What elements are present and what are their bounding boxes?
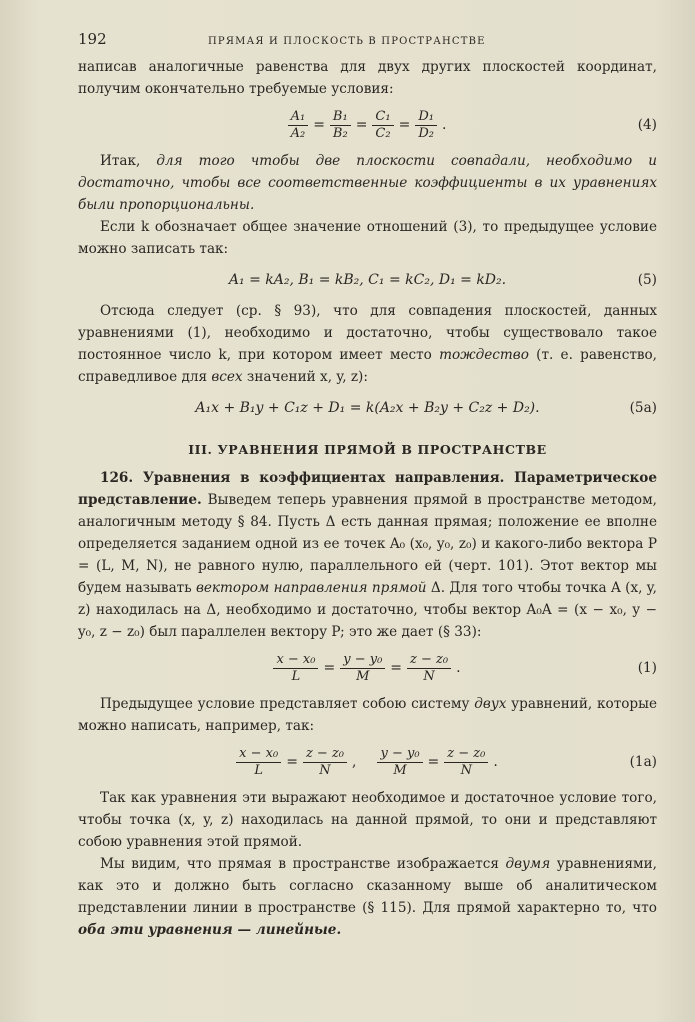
equation-1	[78, 643, 657, 693]
equation-4	[78, 100, 657, 150]
running-title: ПРЯМАЯ И ПЛОСКОСТЬ В ПРОСТРАНСТВЕ	[208, 36, 486, 47]
fraction: $\frac{\text{y − y₀}}{M}$	[377, 746, 422, 779]
paragraph-necessary-condition: Так как уравнения эти выражают необходимое и достаточное условие того, чтобы точка (x, y, z) находилась на данной прямой, то они и представляют собою уравнения этой прямой.	[78, 790, 657, 850]
equation-number: (1)	[637, 660, 657, 676]
fraction: $\frac{\text{D₁}}{\text{D₂}}$	[415, 109, 437, 142]
page-number: 192	[78, 30, 107, 48]
fraction: $\frac{\text{x − x₀}}{L}$	[273, 652, 318, 685]
fraction: $\frac{\text{z − z₀}}{N}$	[407, 652, 451, 685]
fraction: $\frac{\text{x − x₀}}{L}$	[236, 746, 281, 779]
section-heading: III. УРАВНЕНИЯ ПРЯМОЙ В ПРОСТРАНСТВЕ	[188, 442, 547, 457]
fraction: $\frac{\text{B₁}}{\text{B₂}}$	[330, 109, 351, 142]
equation-5-body: A₁ = kA₂, B₁ = kB₂, C₁ = kC₂, D₁ = kD₂.	[228, 272, 507, 288]
paragraph-identity: Отсюда следует (ср. § 93), что для совпадения плоскостей, данных уравнениями (1), необходимо и достаточно, чтобы существовало такое постоянное число k, при котором имеет место тождество (т. е. равенство, справедливое для всех значений x, y, z):	[78, 303, 657, 385]
emphasis-text: всех	[211, 369, 243, 385]
fraction: $\frac{\text{z − z₀}}{N}$	[303, 746, 347, 779]
equation-5a	[78, 388, 657, 428]
running-head	[78, 30, 657, 56]
paragraph-system: Предыдущее условие представляет собою систему двух уравнений, которые можно написать, например, так:	[78, 696, 657, 734]
equation-1a-body: $\frac{\text{x − x₀}}{L}$ = $\frac{\text{z − z₀}}{N}$ , $\frac{\text{y − y₀}}{M}$ = $\frac{\text{z − z₀}}{N}$ .	[234, 746, 501, 779]
equation-number: (5a)	[629, 400, 657, 416]
emphasis-text: двумя	[505, 856, 551, 872]
fraction: $\frac{\text{y − y₀}}{M}$	[340, 652, 385, 685]
equation-number: (1a)	[629, 754, 657, 770]
equation-1a	[78, 737, 657, 787]
paragraph-line-equations: 126. Уравнения в коэффициентах направления. Параметрическое представление. Выведем теперь уравнения прямой в пространстве методом, аналогичным методу § 84. Пусть Δ есть данная прямая; положение ее вполне определяется заданием одной из ее точек A₀ (x₀, y₀, z₀) и какого-либо вектора P = (L, M, N), не равного нулю, параллельного ей (черт. 101). Этот вектор мы будем называть вектором направления прямой Δ. Для того чтобы точка A (x, y, z) находилась на Δ, необходимо и достаточно, чтобы вектор A₀A = (x − x₀, y − y₀, z − z₀) был параллелен вектору P; это же дает (§ 33):	[78, 470, 657, 640]
paragraph-intro: написав аналогичные равенства для двух других плоскостей координат, получим окончательно требуемые условия:	[78, 59, 657, 97]
fraction: $\frac{\text{C₁}}{\text{C₂}}$	[372, 109, 393, 142]
emphasis-text: вектором направления прямой	[195, 580, 427, 596]
paragraph-ratio: Если k обозначает общее значение отношений (3), то предыдущее условие можно записать так:	[78, 219, 657, 257]
emphasis-text: тождество	[439, 347, 529, 363]
paragraph-conclusion: Итак, для того чтобы две плоскости совпадали, необходимо и достаточно, чтобы все соответственные коэффициенты в их уравнениях были пропорциональны.	[78, 153, 657, 213]
equation-number: (4)	[637, 117, 657, 133]
subsection-heading: 126. Уравнения в коэффициентах направления. Параметрическое представление.	[78, 470, 657, 508]
emphasis-text: двух	[474, 696, 507, 712]
emphasis-text: для того чтобы две плоскости совпадали, необходимо и достаточно, чтобы все соответственные коэффициенты в их уравнениях были пропорциональны.	[78, 153, 657, 213]
equation-number: (5)	[637, 272, 657, 288]
fraction: $\frac{\text{A₁}}{\text{A₂}}$	[288, 109, 309, 142]
equation-5	[78, 260, 657, 300]
equation-4-body: $\frac{\text{A₁}}{\text{A₂}}$ = $\frac{\text{B₁}}{\text{B₂}}$ = $\frac{\text{C₁}}{\text{C₂}}$ = $\frac{\text{D₁}}{\text{D₂}}$ .	[286, 109, 450, 142]
paragraph-two-equations: Мы видим, что прямая в пространстве изображается двумя уравнениями, как это и должно быть согласно сказанному выше об аналитическом представлении линии в пространстве (§ 115). Для прямой характерно то, что оба эти уравнения — линейные.	[78, 856, 657, 938]
emphasis-text: оба эти уравнения — линейные.	[78, 922, 342, 938]
equation-5a-body: A₁x + B₁y + C₁z + D₁ = k(A₂x + B₂y + C₂z + D₂).	[195, 400, 540, 416]
fraction: $\frac{\text{z − z₀}}{N}$	[444, 746, 488, 779]
equation-1-body: $\frac{\text{x − x₀}}{L}$ = $\frac{\text{y − y₀}}{M}$ = $\frac{\text{z − z₀}}{N}$ .	[271, 652, 463, 685]
